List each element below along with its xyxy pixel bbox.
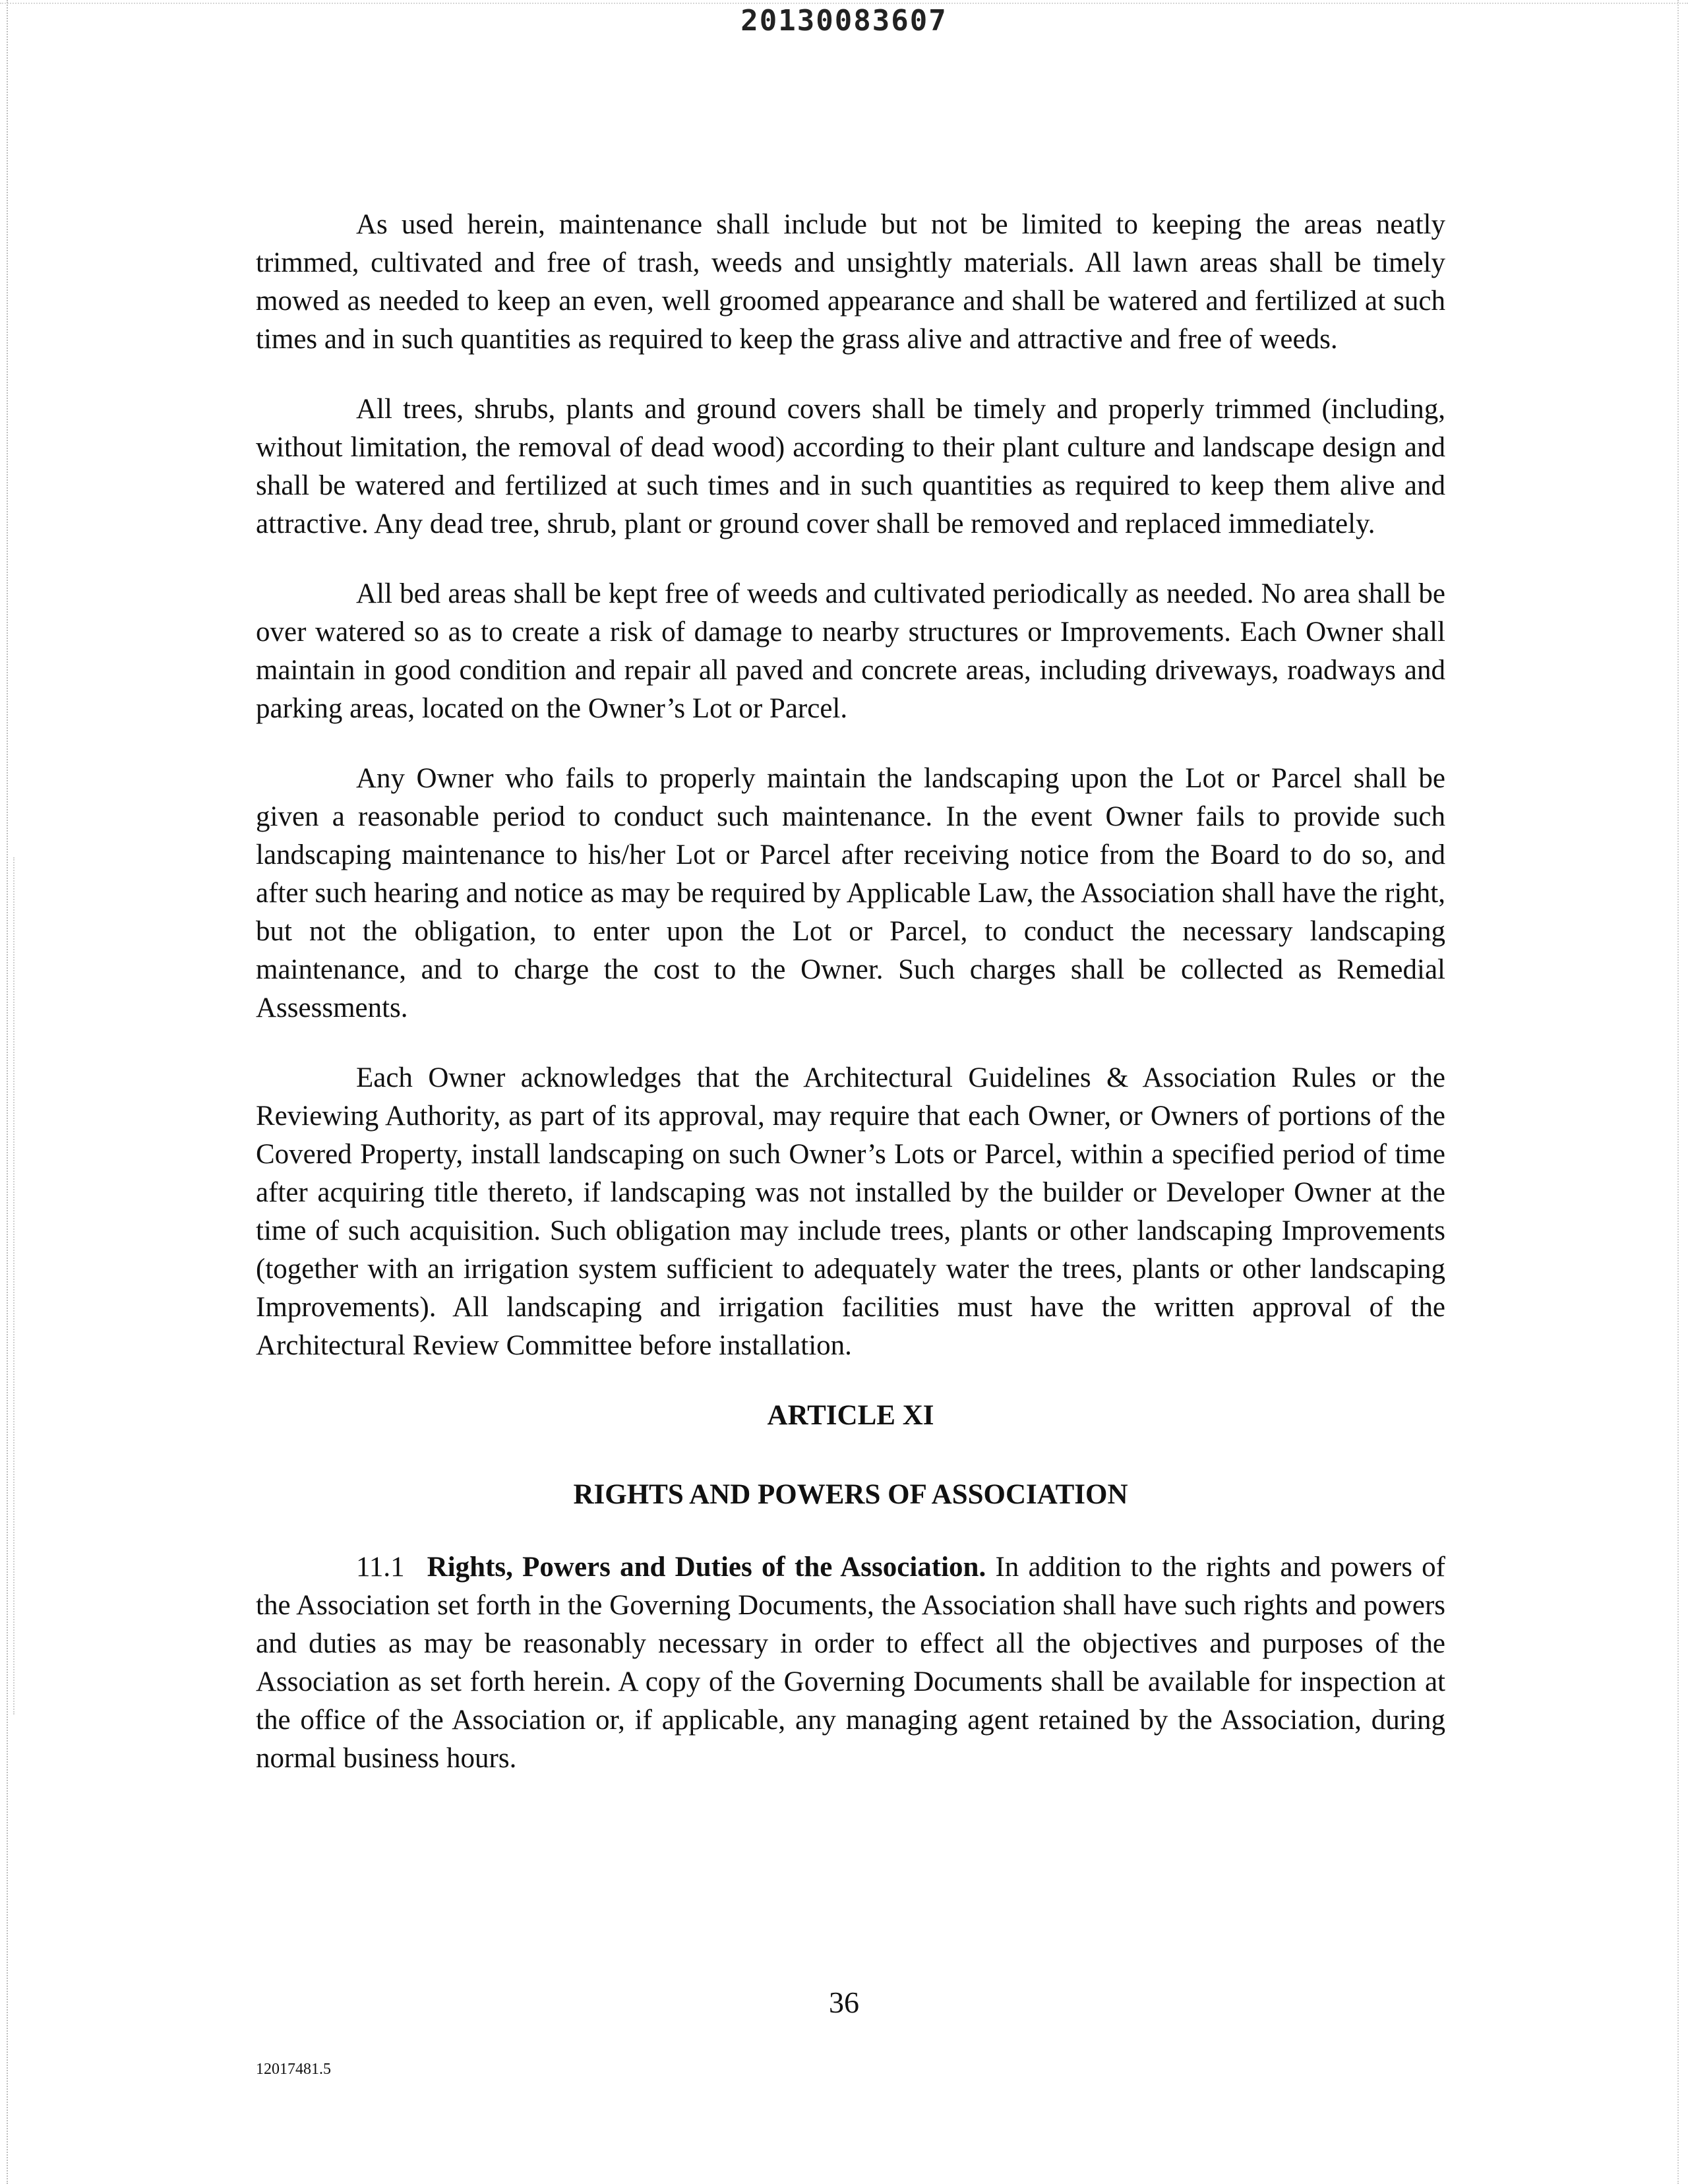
scan-left-edge (0, 0, 8, 2184)
scan-right-edge (1677, 0, 1683, 2184)
page-number: 36 (829, 1986, 859, 2019)
page-body (256, 206, 1445, 1809)
section-title: Rights, Powers and Duties of the Association. (427, 1552, 986, 1583)
section-11-1 (256, 1548, 1445, 1778)
paragraph-bed-areas: All bed areas shall be kept free of weeds and cultivated periodically as needed. No area shall be over watered so as to create a risk of damage to nearby structures or Improvements. Each Owner shall maintain in good condition and repair all paved and concrete areas, including driveways, roadways and parking areas, located on the Owner’s Lot or Parcel. (256, 578, 1445, 724)
article-title: RIGHTS AND POWERS OF ASSOCIATION (573, 1479, 1128, 1510)
paragraph-owner-failure: Any Owner who fails to properly maintain the landscaping upon the Lot or Parcel shall be given a reasonable period to conduct such maintenance. In the event Owner fails to provide such landscaping maintenance to his/her Lot or Parcel after receiving notice from the Board to do so, and after such hearing and notice as may be required by Applicable Law, the Association shall have the right, but not the obligation, to enter upon the Lot or Parcel, to conduct the necessary landscaping maintenance, and to charge the cost to the Owner. Such charges shall be collected as Remedial Assessments. (256, 763, 1445, 1023)
paragraph-trees-shrubs: All trees, shrubs, plants and ground covers shall be timely and properly trimmed (including, without limitation, the removal of dead wood) according to their plant culture and landscape design and shall be watered and fertilized at such times and in such quantities as required to keep them alive and attractive. Any dead tree, shrub, plant or ground cover shall be removed and replaced immediately. (256, 394, 1445, 539)
section-number: 11.1 (356, 1552, 405, 1583)
scan-left-edge-inner (9, 857, 15, 1714)
section-text: In addition to the rights and powers of the Association set forth in the Governing Documents, the Association shall have such rights and powers and duties as may be reasonably necessary in order to effect all the objectives and purposes of the Association as set forth herein. A copy of the Governing Documents shall be available for inspection at the office of the Association or, if applicable, any managing agent retained by the Association, during normal business hours. (256, 1552, 1445, 1774)
document-code: 12017481.5 (256, 2061, 331, 2078)
document-number: 20130083607 (740, 4, 948, 38)
article-heading: ARTICLE XI (767, 1400, 934, 1431)
paragraph-landscaping-requirement: Each Owner acknowledges that the Architectural Guidelines & Association Rules or the Reviewing Authority, as part of its approval, may require that each Owner, or Owners of portions of the Covered Property, install landscaping on such Owner’s Lots or Parcel, within a specified period of time after acquiring title thereto, if landscaping was not installed by the builder or Developer Owner at the time of such acquisition. Such obligation may include trees, plants or other landscaping Improvements (together with an irrigation system sufficient to adequately water the trees, plants or other landscaping Improvements). All landscaping and irrigation facilities must have the written approval of the Architectural Review Committee before installation. (256, 1062, 1445, 1361)
paragraph-maintenance-definition: As used herein, maintenance shall include but not be limited to keeping the areas neatly trimmed, cultivated and free of trash, weeds and unsightly materials. All lawn areas shall be timely mowed as needed to keep an even, well groomed appearance and shall be watered and fertilized at such times and in such quantities as required to keep the grass alive and attractive and free of weeds. (256, 209, 1445, 355)
